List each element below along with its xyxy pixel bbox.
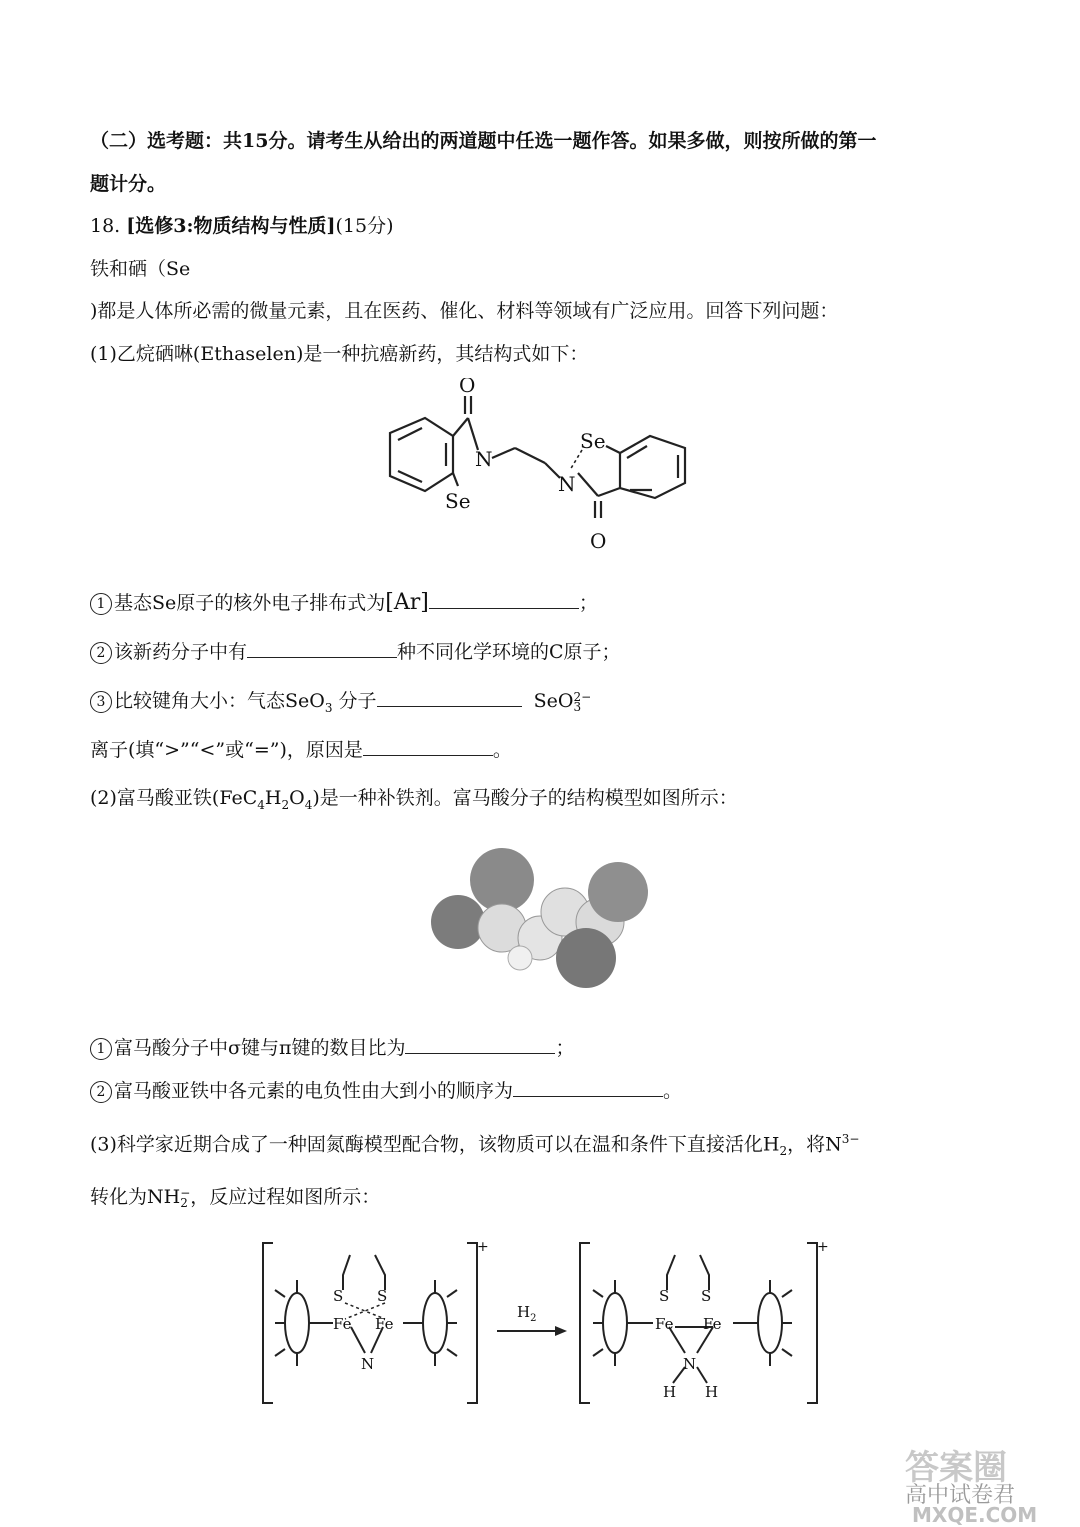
sulfur-label: S <box>701 1287 712 1305</box>
answer-blank[interactable] <box>405 1033 555 1054</box>
p1-sub2: 2 该新药分子中有 种不同化学环境的C原子； <box>90 637 621 665</box>
iron-label: Fe <box>655 1315 674 1333</box>
nitrogen-right: N <box>558 472 576 496</box>
charge-label: + <box>817 1239 829 1255</box>
intro-line-1: 铁和硒（Se <box>90 258 191 280</box>
part3-stem-cont: 转化为NH − 2 ，反应过程如图所示： <box>90 1186 381 1210</box>
question-18-heading <box>90 213 394 239</box>
part1-stem: (1)乙烷硒啉(Ethaselen)是一种抗癌新药，其结构式如下： <box>90 343 589 365</box>
carbonyl-o-top: O <box>459 378 476 397</box>
charge-label: + <box>477 1239 489 1255</box>
answer-blank[interactable] <box>247 637 397 658</box>
section-header-cont: 题计分。 <box>90 173 167 195</box>
sulfur-label: S <box>333 1287 344 1305</box>
p1-sub1: 1 基态Se原子的核外电子排布式为[Ar] ； <box>90 588 598 616</box>
circled-2: 2 <box>90 642 112 664</box>
nitrogen-label: N <box>361 1355 375 1373</box>
nitrogen-left: N <box>475 447 493 471</box>
part2-stem: (2)富马酸亚铁$(FeC_4H_2O_4)$是一种补铁剂。富马酸分子的结构模型如图所示： <box>90 787 738 812</box>
iron-label: Fe <box>703 1315 722 1333</box>
iron-label: Fe <box>333 1315 352 1333</box>
selenium-right: Se <box>580 429 606 453</box>
answer-blank[interactable] <box>363 735 493 756</box>
fumaric-acid-model <box>410 840 670 1010</box>
circled-1: 1 <box>90 1038 112 1060</box>
answer-blank[interactable] <box>513 1076 663 1097</box>
intro-line-2: )都是人体所必需的微量元素，且在医药、催化、材料等领域有广泛应用。回答下列问题： <box>90 300 839 322</box>
watermark-site: MXQE.COM <box>912 1503 1038 1527</box>
circled-1: 1 <box>90 593 112 615</box>
watermark-logo: 答案圈 <box>905 1448 1007 1488</box>
sulfur-label: S <box>377 1287 388 1305</box>
nitrogen-label: N <box>683 1355 697 1373</box>
answer-blank[interactable] <box>429 588 579 609</box>
carbonyl-o-bottom: O <box>590 529 607 553</box>
p1-sub3-cont: 离子(填“>”“<”或“=”)，原因是 。 <box>90 735 512 763</box>
circled-3: 3 <box>90 691 112 713</box>
selenium-left: Se <box>445 489 471 513</box>
arrow-reagent: $H_2$ <box>517 1303 537 1324</box>
question-points: (15分) <box>335 215 394 237</box>
hydrogen-label: H <box>663 1383 677 1401</box>
question-number: 18. <box>90 215 121 237</box>
section-header: （二）选考题：共15分。请考生从给出的两道题中任选一题作答。如果多做，则按所做的第一 <box>90 130 877 152</box>
reaction-scheme <box>245 1235 835 1415</box>
hydrogen-label: H <box>705 1383 719 1401</box>
ethaselen-structure <box>340 378 740 568</box>
watermark-account: 高中试卷君 <box>905 1483 1016 1508</box>
question-title: [选修3:物质结构与性质] <box>126 215 336 237</box>
p2-sub2: 2 富马酸亚铁中各元素的电负性由大到小的顺序为 。 <box>90 1076 682 1104</box>
circled-2: 2 <box>90 1081 112 1103</box>
answer-blank[interactable] <box>377 686 522 707</box>
iron-label: Fe <box>375 1315 394 1333</box>
sulfur-label: S <box>659 1287 670 1305</box>
p2-sub1: 1 富马酸分子中σ键与π键的数目比为 ； <box>90 1033 574 1061</box>
p1-sub3: 3 比较键角大小：气态SeO$_3$ 分子 SeO 2− 3 <box>90 686 591 721</box>
part3-stem: (3)科学家近期合成了一种固氮酶模型配合物，该物质可以在温和条件下直接活化$H_2$，将$N^{3-}$ <box>90 1132 860 1159</box>
